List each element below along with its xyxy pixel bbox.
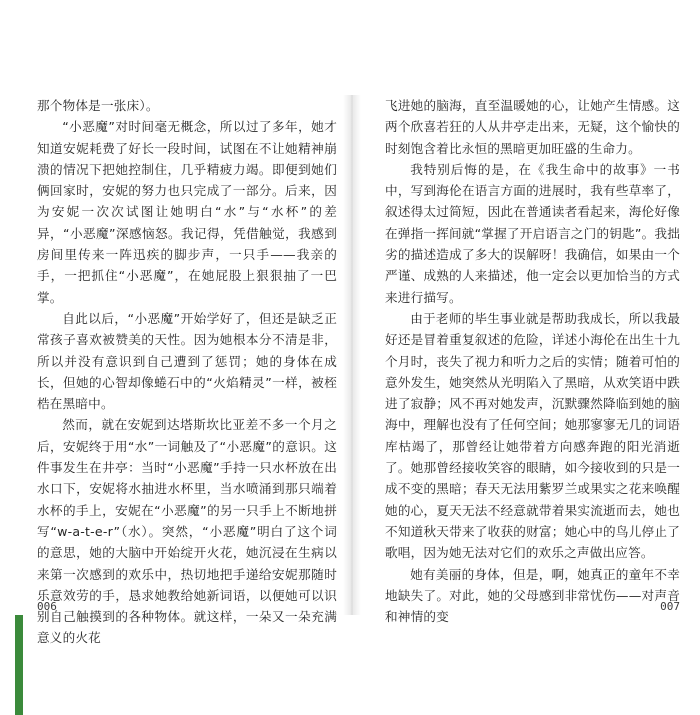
paragraph: 飞进她的脑海，直至温暖她的心，让她产生情感。这两个欣喜若狂的人从井亭走出来，无疑，这个愉快的时刻饱含着比永恒的黑暗更加旺盛的生命力。	[385, 98, 680, 156]
left-page	[37, 95, 337, 646]
right-page	[385, 95, 680, 625]
book-gutter	[343, 95, 361, 615]
page-number: 007	[660, 600, 680, 613]
paragraph: “小恶魔”对时间毫无概念，所以过了多年，她才知道安妮耗费了好长一段时间，试图在不让她精神崩溃的情况下把她控制住，几乎精疲力竭。即便到她们俩回家时，安妮的努力也只完成了一部分。后来，因为安妮一次次试图让她明白“水”与“水杯”的差异，“小恶魔”深感恼怒。我记得，凭借触觉，我感到房间里传来一阵迅疾的脚步声，一只手——我亲的手，一把抓住“小恶魔”，在她屁股上狠狠抽了一巴掌。	[37, 119, 337, 305]
book-spread	[15, 95, 685, 646]
paragraph: 她有美丽的身体，但是，啊，她真正的童年不幸地缺失了。对此，她的父母感到非常忧伤——对声音和神情的变	[385, 566, 680, 625]
page-number: 006	[37, 600, 57, 613]
paragraph: 然而，就在安妮到达塔斯坎比亚差不多一个月之后，安妮终于用“水”一词触及了“小恶魔”的意识。这件事发生在井亭：当时“小恶魔”手持一只水杯放在出水口下，安妮将水抽进水杯里，当水喷涌到那只端着水杯的手上，安妮在“小恶魔”的另一只手上不断地拼写“w-a-t-e-r”（水）。突然，“小恶魔”明白了这个词的意思，她的大脑中开始绽开火花，她沉浸在生病以来第一次感到的欢乐中，热切地把手递给安妮那随时乐意效劳的手，恳求她教给她新词语，以便她可以识别自己触摸到的各种物体。就这样，一朵又一朵充满意义的火花	[37, 417, 337, 646]
paragraph: 我特别后悔的是，在《我生命中的故事》一书中，写到海伦在语言方面的进展时，我有些草率了，叙述得太过简短，因此在普通读者看起来，海伦好像在弹指一挥间就“掌握了开启语言之门的钥匙”。我拙劣的描述造成了多大的误解呀！我确信，如果由一个严谨、成熟的人来描述，他一定会以更加恰当的方式来进行描写。	[385, 161, 680, 305]
paragraph: 由于老师的毕生事业就是帮助我成长，所以我最好还是冒着重复叙述的危险，详述小海伦在出生十九个月时，丧失了视力和听力之后的实情；随着可怕的意外发生，她突然从光明陷入了黑暗，从欢笑语中跌进了寂静；风不再对她发声，沉默骤然降临到她的脑海中，理解也没有了任何空间；她那寥寥无几的词语库枯竭了，那曾经让她带着方向感奔跑的阳光消逝了。她那曾经接收笑容的眼睛，如今接收到的只是一成不变的黑暗；春天无法用紫罗兰或果实之花来唤醒她的心，夏天无法不经意就带着果实流逝而去，她也不知道秋天带来了收获的财富；她心中的鸟儿停止了歌唱，因为她无法对它们的欢乐之声做出应答。	[385, 310, 680, 561]
paragraph: 那个物体是一张床）。	[37, 98, 159, 113]
page-edge	[15, 615, 23, 715]
paragraph: 自此以后，“小恶魔”开始学好了，但还是缺乏正常孩子喜欢被赞美的天性。因为她根本分不清是非，所以并没有意识到自己遭到了惩罚；她的身体在成长，但她的心智却像蜷石中的“火焰精灵”一样，被桎梏在黑暗中。	[37, 310, 337, 412]
